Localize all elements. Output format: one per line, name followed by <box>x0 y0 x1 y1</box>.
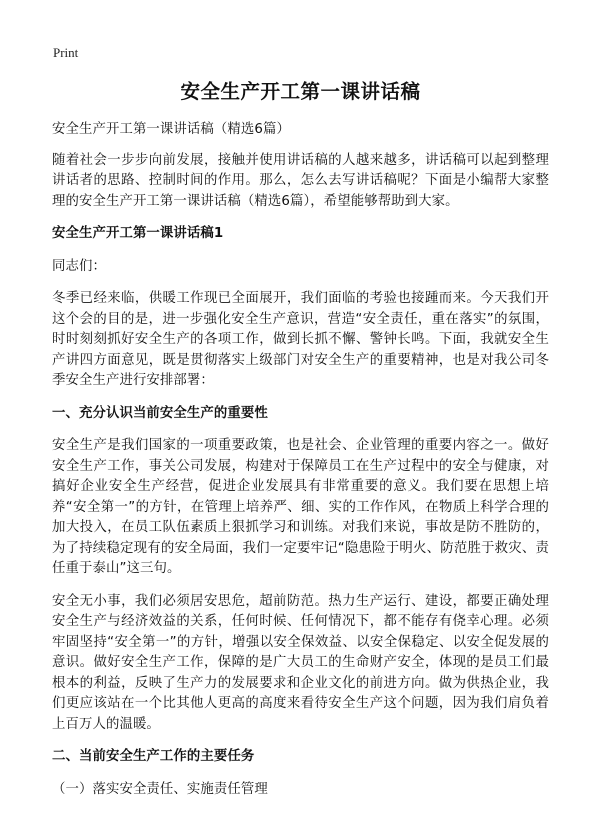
subsection-heading-1: （一）落实安全责任、实施责任管理 <box>52 781 268 797</box>
print-link[interactable]: Print <box>53 45 79 60</box>
speech-heading: 安全生产开工第一课讲话稿1 <box>52 226 224 241</box>
paragraph-1: 冬季已经来临，供暖工作现已全面展开，我们面临的考验也接踵而来。今天我们开这个会的目的是，进一步强化安全生产意识，营造“安全责任，重在落实”的氛围，时时刻刻抓好安全生产的各项工作，做到长抓不懈、警钟长鸣。下面，我就安全生产讲四方面意见，既是贯彻落实上级部门对安全生产的重要精神，也是对我公司冬季安全生产进行安排部署： <box>52 291 549 388</box>
paragraph-3: 安全无小事，我们必须居安思危，超前防范。热力生产运行、建设，都要正确处理安全生产与经济效益的关系，任何时候、任何情况下，都不能存有侥幸心理。必须牢固坚持“安全第一”的方针，增强以安全保效益、以安全保稳定、以安全促发展的意识。做好安全生产工作，保障的是广大员工的生命财产安全，体现的是员工们最根本的利益，反映了生产力的发展要求和企业文化的前进方向。做为供热企业，我们更应该站在一个比其他人更高的高度来看待安全生产这个问题，因为我们肩负着上百万人的温暖。 <box>52 593 549 732</box>
section-heading-2: 二、当前安全生产工作的主要任务 <box>52 749 255 764</box>
section-heading-1: 一、充分认识当前安全生产的重要性 <box>52 405 268 421</box>
document-title: 安全生产开工第一课讲话稿 <box>180 80 421 103</box>
document-body <box>52 78 549 800</box>
paragraph-2: 安全生产是我们国家的一项重要政策，也是社会、企业管理的重要内容之一。做好安全生产工作，事关公司发展，构建对于保障员工在生产过程中的安全与健康，对搞好企业安全生产经营，促进企业发展具有非常重要的意义。我们要在思想上培养“安全第一”的方针，在管理上培养严、细、实的工作作风，在物质上科学合理的加大投入，在员工队伍素质上狠抓学习和训练。对我们来说，事故是防不胜防的，为了持续稳定现有的安全局面，我们一定要牢记“隐患险于明火、防范胜于救灾、责任重于泰山”这三句。 <box>52 438 549 576</box>
intro-paragraph: 随着社会一步步向前发展，接触并使用讲话稿的人越来越多，讲话稿可以起到整理讲话者的思路、控制时间的作用。那么，怎么去写讲话稿呢？下面是小编帮大家整理的安全生产开工第一课讲话稿（精选6篇），希望能够帮助到大家。 <box>52 152 549 209</box>
document-subtitle: 安全生产开工第一课讲话稿（精选6篇） <box>52 122 290 137</box>
greeting: 同志们： <box>52 258 106 274</box>
